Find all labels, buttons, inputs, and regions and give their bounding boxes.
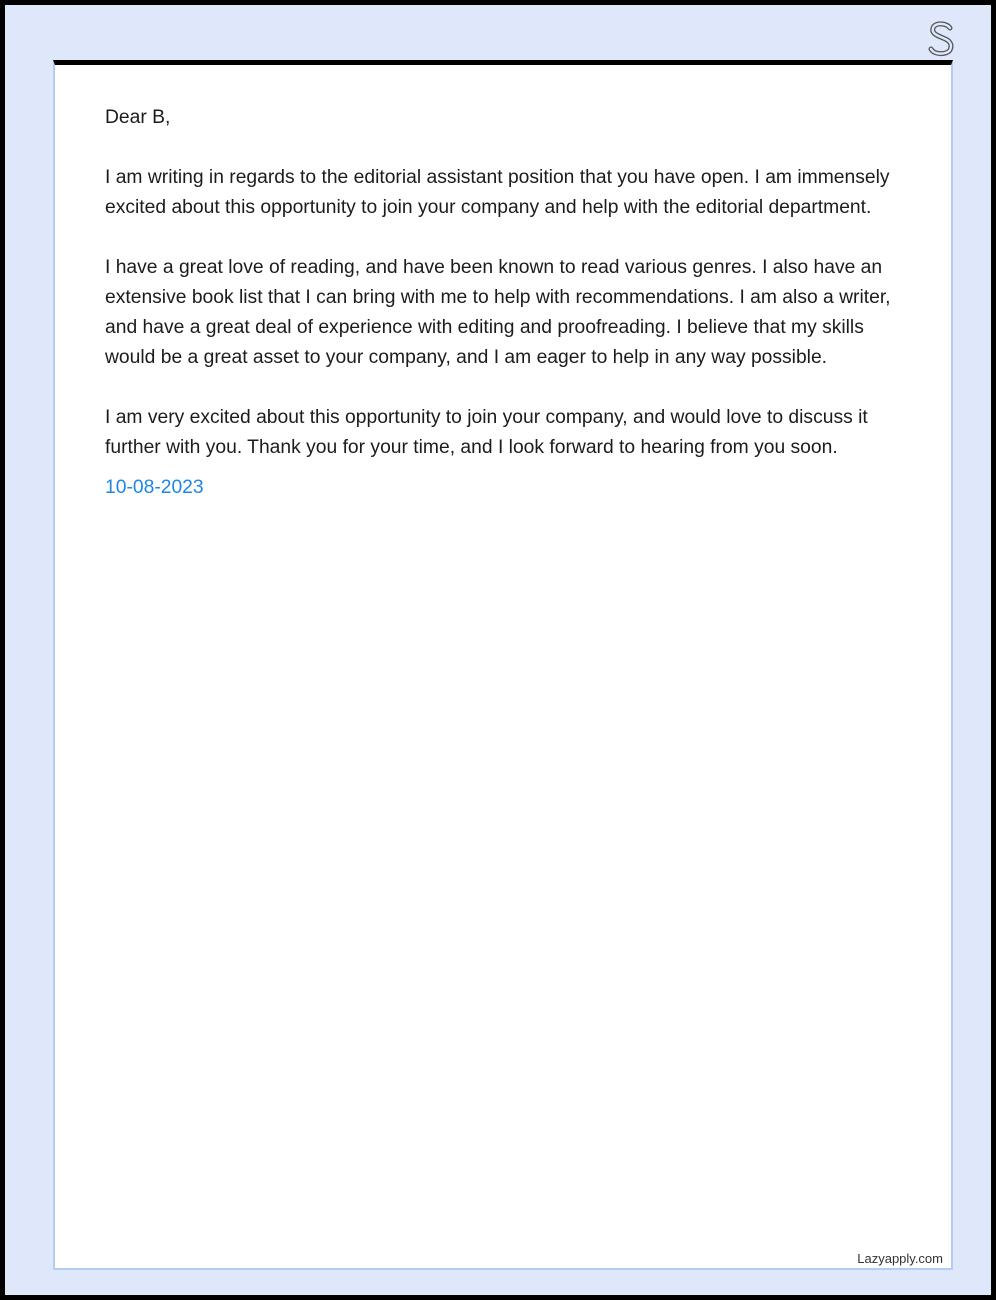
letter-date: 10-08-2023: [105, 477, 204, 498]
paragraph-3: I am very excited about this opportunity to join your company, and would love to discuss it further with you. Thank you for your time, and I look forward to hearing from you soon.: [105, 407, 868, 458]
paragraph-2: I have a great love of reading, and have been known to read various genres. I also have an extensive book list that I can bring with me to help with recommendations. I am also a writer, and have a great deal of experience with editing and proofreading. I believe that my skills would be a great asset to your company, and I am eager to help in any way possible.: [105, 257, 891, 368]
salutation: Dear B,: [105, 107, 171, 128]
paragraph-1: I am writing in regards to the editorial assistant position that you have open. I am immensely excited about this opportunity to join your company and help with the editorial department.: [105, 167, 890, 218]
watermark: Lazyapply.com: [857, 1251, 943, 1266]
letter-page: [53, 60, 953, 1270]
s-logo-icon: [923, 15, 959, 61]
frame: [5, 5, 991, 1295]
letter-body: [105, 103, 905, 503]
